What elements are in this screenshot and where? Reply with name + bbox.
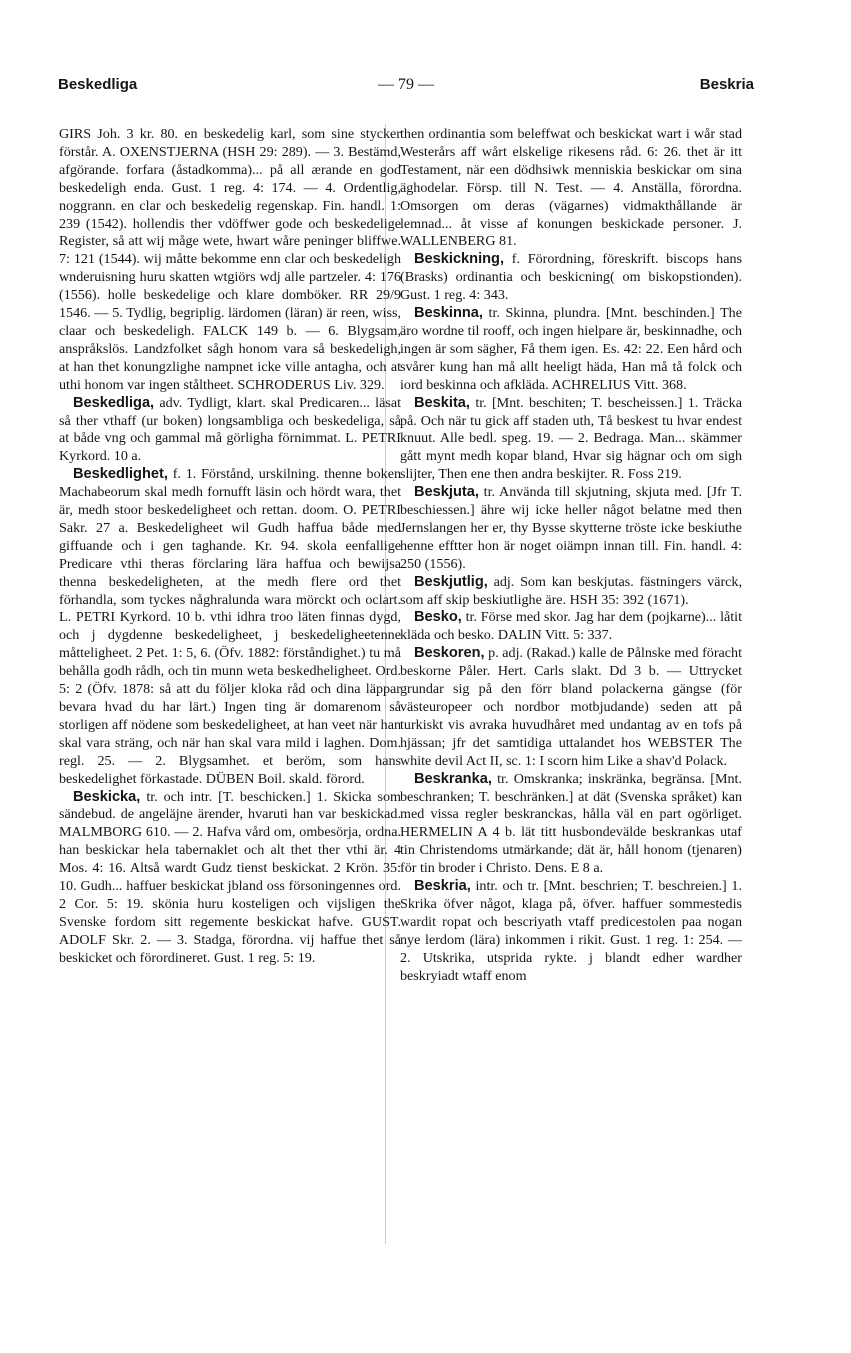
entry-text: adj. Som kan beskjutas. fästningers värck, som aff skip beskiutlighe äre. HSH 35: 392 (1671). <box>400 573 742 608</box>
entry-headword: Beskjutlig, <box>414 573 488 590</box>
dictionary-entry <box>400 484 742 574</box>
running-head-right: Beskria <box>699 76 754 93</box>
entry-headword: Beskoren, <box>414 645 485 662</box>
dictionary-entry <box>400 771 742 878</box>
dictionary-entry <box>400 251 742 305</box>
entry-text: tr. och intr. [T. beschicken.] 1. Skicka som sändebud. de angeläjne ärender, hvaruti han var beskickad. MALMBORG 610. — 2. Hafva vård om, ombesörja, ordna. han beskickar hela tabernaklet och alt thet ther vthi är. 4 Mos. 4: 16. Altså wardt Gudz tienst beskickat. 2 Krön. 35: 10. Gudh... haffuer beskickat jbland oss försoningennes ord. 2 Cor. 5: 19. skönia huru kosteligen och vijsligen the Svenske fordom sitt regemente beskickat hafve. GUST. ADOLF Skr. 2. — 3. Stadga, förordna. vij haffue thet så beskicket och förordineret. Gust. 1 reg. 5: 19. <box>59 788 401 966</box>
dictionary-entry <box>400 574 742 610</box>
left-column <box>59 126 401 968</box>
dictionary-entry <box>400 126 742 251</box>
entry-headword: Beskria, <box>414 878 471 895</box>
dictionary-entry <box>59 126 401 395</box>
entry-headword: Beskedliga, <box>73 394 155 411</box>
entry-text: adv. Tydligt, klart. skal Predicaren... läsat så ther vthaff (ur boken) longsambliga och beskedeliga, så at både vng och gammal må görligha förnimmat. L. PETRI Kyrkord. 10 a. <box>59 394 402 465</box>
dictionary-entry <box>400 645 742 770</box>
entry-headword: Beskjuta, <box>414 484 479 501</box>
running-head-left: Beskedliga <box>58 76 138 93</box>
dictionary-entry <box>400 878 742 985</box>
entry-headword: Beskicka, <box>73 788 141 805</box>
right-column <box>400 126 742 986</box>
page-header <box>58 76 754 98</box>
entry-headword: Beskedlighet, <box>73 466 168 483</box>
dictionary-entry <box>59 466 401 788</box>
entry-text: intr. och tr. [Mnt. beschrien; T. beschreien.] 1. Skrika öfver något, klaga på, öfver. haffuer sommestedis wardit ropat och bescriyath vtaff predicestolen paa nogan nye lerdom (lära) inkommen i rikit. Gust. 1 reg. 1: 254. — 2. Utskrika, utsprida rykte. j blandt edher wardher beskryiadt wtaff enom <box>400 878 743 984</box>
entry-headword: Beskranka, <box>414 770 492 787</box>
dictionary-entry <box>59 789 401 968</box>
entry-text: f. Förordning, föreskrift. biscops hans (Brasks) ordinantia och beskicning( om biskopstionden). Gust. 1 reg. 4: 343. <box>400 251 742 304</box>
entry-text: p. adj. (Rakad.) kalle de Pålnske med föracht beskorne Påler. Hert. Carls slakt. Dd 3 b. — Uttrycket grundar sig på den förr bland polackerna gängse (för västeuropeer och nordbor motbjudande) seden att på turkiskt vis avraka huvudhåret med undantag av en tofs på hjässan; jfr det samtidiga uttalandet hos WEBSTER The white devil Act II, sc. 1: I scorn him Like a shav'd Polack. <box>400 645 742 769</box>
entry-headword: Beskinna, <box>414 305 483 322</box>
dictionary-entry <box>400 305 742 395</box>
entry-text: GIRS Joh. 3 kr. 80. en beskedelig karl, som sine stycker förstår. A. OXENSTJERNA (HSH 29: 289). — 3. Bestämd, afgörande. forfara (åstadkomma)... på all ærande en god beskedeligh enda. Gust. 1 reg. 4: 174. — 4. Ordentlig, noggrann. en clar och beskedelig regenskap. Fin. handl. 1: 239 (1542). hollendis ther vdöffwer gode och beskedelige Register, så att wij måge wete, hwart wåre peninger bliffwe. 7: 121 (1544). wij måtte bekomme enn clar och beskedeligh wnderuisning huru skatten wtgiörs wdj alle partzeler. 4: 176 (1556). holle beskedelige och klare domböker. RR 29/9 1546. — 5. Tydlig, begriplig. lärdomen (läran) är reen, wiss, claar och beskedeligh. FALCK 149 b. — 6. Blygsam, anspråkslös. Landzfolket sågh honom vara så beskedeligh, at han thet konungzlighe nampnet icke ville antagha, och at uthi honom var ingen ståltheet. SCHRODERUS Liv. 329. <box>59 126 401 393</box>
page-number: — 79 — <box>378 76 434 93</box>
entry-text: tr. Skinna, plundra. [Mnt. beschinden.] The äro wordne til rooff, och ingen hielpare är, beskinnadhe, och ingen är som sägher, Få them igen. Es. 42: 22. Een hård och svårer kung han må allt heeligt häda, Han må tå folck och iord beskinna och afkläda. ACHRELIUS Vitt. 368. <box>400 305 742 393</box>
dictionary-entry <box>400 395 742 485</box>
entry-text: tr. Förse med skor. Jag har dem (pojkarne)... låtit kläda och besko. DALIN Vitt. 5: 337. <box>400 609 742 644</box>
entry-text: f. 1. Förstånd, urskilning. thenne boken Machabeorum skal medh fornufft läsin och hördt wara, thet är, medh stoor beskedeligheet och rettan. doom. O. PETRI Sakr. 27 a. Beskedeligheet wil Gudh haffua både med giffuande och i gen taghande. Kr. 94. skola eenfallige Predicare vthi theras förclaring lära haffua och bewijsa thenna beskedeligheten, at the medh flere ord thet förhandla, som tyckes någhralunda wara mörckt och oclart. L. PETRI Kyrkord. 10 b. vthi idhra troo läten finnas dygd, och j dygdenne beskedeligheet, j beskedeligheetenne måtteligheet. 2 Pet. 1: 5, 6. (Öfv. 1882: förståndighet.) tu må behålla godh rådh, och tin munn weta beskedheligheet. Ord. 5: 2 (Öfv. 1878: så att du följer kloka råd och dina läppar bevara hvad du har lärt.) Ingen ting är domarenom så storligen aff nödene som beskedeligheet, at han veet när han skal vara sträng, och när han skal vara mild i laghen. Dom. regl. 25. — 2. Blygsamhet. et beröm, som hans beskedelighet förkastade. DÜBEN Boil. skald. förord. <box>59 466 401 787</box>
entry-headword: Beskickning, <box>414 251 505 268</box>
entry-headword: Beskita, <box>414 394 470 411</box>
entry-headword: Besko, <box>414 609 462 626</box>
dictionary-entry <box>59 395 401 467</box>
entry-text: then ordinantia som beleffwat och beskickat wart i wår stad Westerårs aff wårt elskelige rikesens råd. 6: 26. thet är itt Testament, när een dödhsiwk menniskia beskickar om sina äghodelar. Försp. till N. Test. — 4. Anställa, förordna. Omsorgen om deras (vägarnes) vidmakthållande är lemnad... åt visse af konungen beskickade personer. J. WALLENBERG 81. <box>400 126 742 250</box>
entry-text: tr. [Mnt. beschiten; T. bescheissen.] 1. Träcka på. Och när tu gick aff staden uth, Tå beskest tu hvar endest knuut. Alle bedl. speg. 19. — 2. Bedraga. Man... skämmer gått mynt medh kopar bland, Hvar sig hägnar och om sigh slijter, Then ene then andra beskijter. R. Foss 219. <box>400 394 742 483</box>
entry-text: tr. Omskranka; inskränka, begränsa. [Mnt. beschranken; T. beschränken.] at dät (Svenska språket) kan med vissa regler beskranckas, hålla väl en part ogörliget. HERMELIN A 4 b. lät titt husbondevälde beskrankas utaf tin Christendoms utmärkande; dät är, håll honom (tjenaren) för tin broder i Christo. Dens. E 8 a. <box>400 770 742 877</box>
dictionary-entry <box>400 609 742 645</box>
entry-text: tr. Använda till skjutning, skjuta med. [Jfr T. beschiessen.] ähre wij icke heller något belatne med then Jernslangen her er, thy Bysse skytterne tröste icke beskiuthe henne efftter hon är noget oiämpn innan till. Fin. handl. 4: 250 (1556). <box>400 484 742 572</box>
